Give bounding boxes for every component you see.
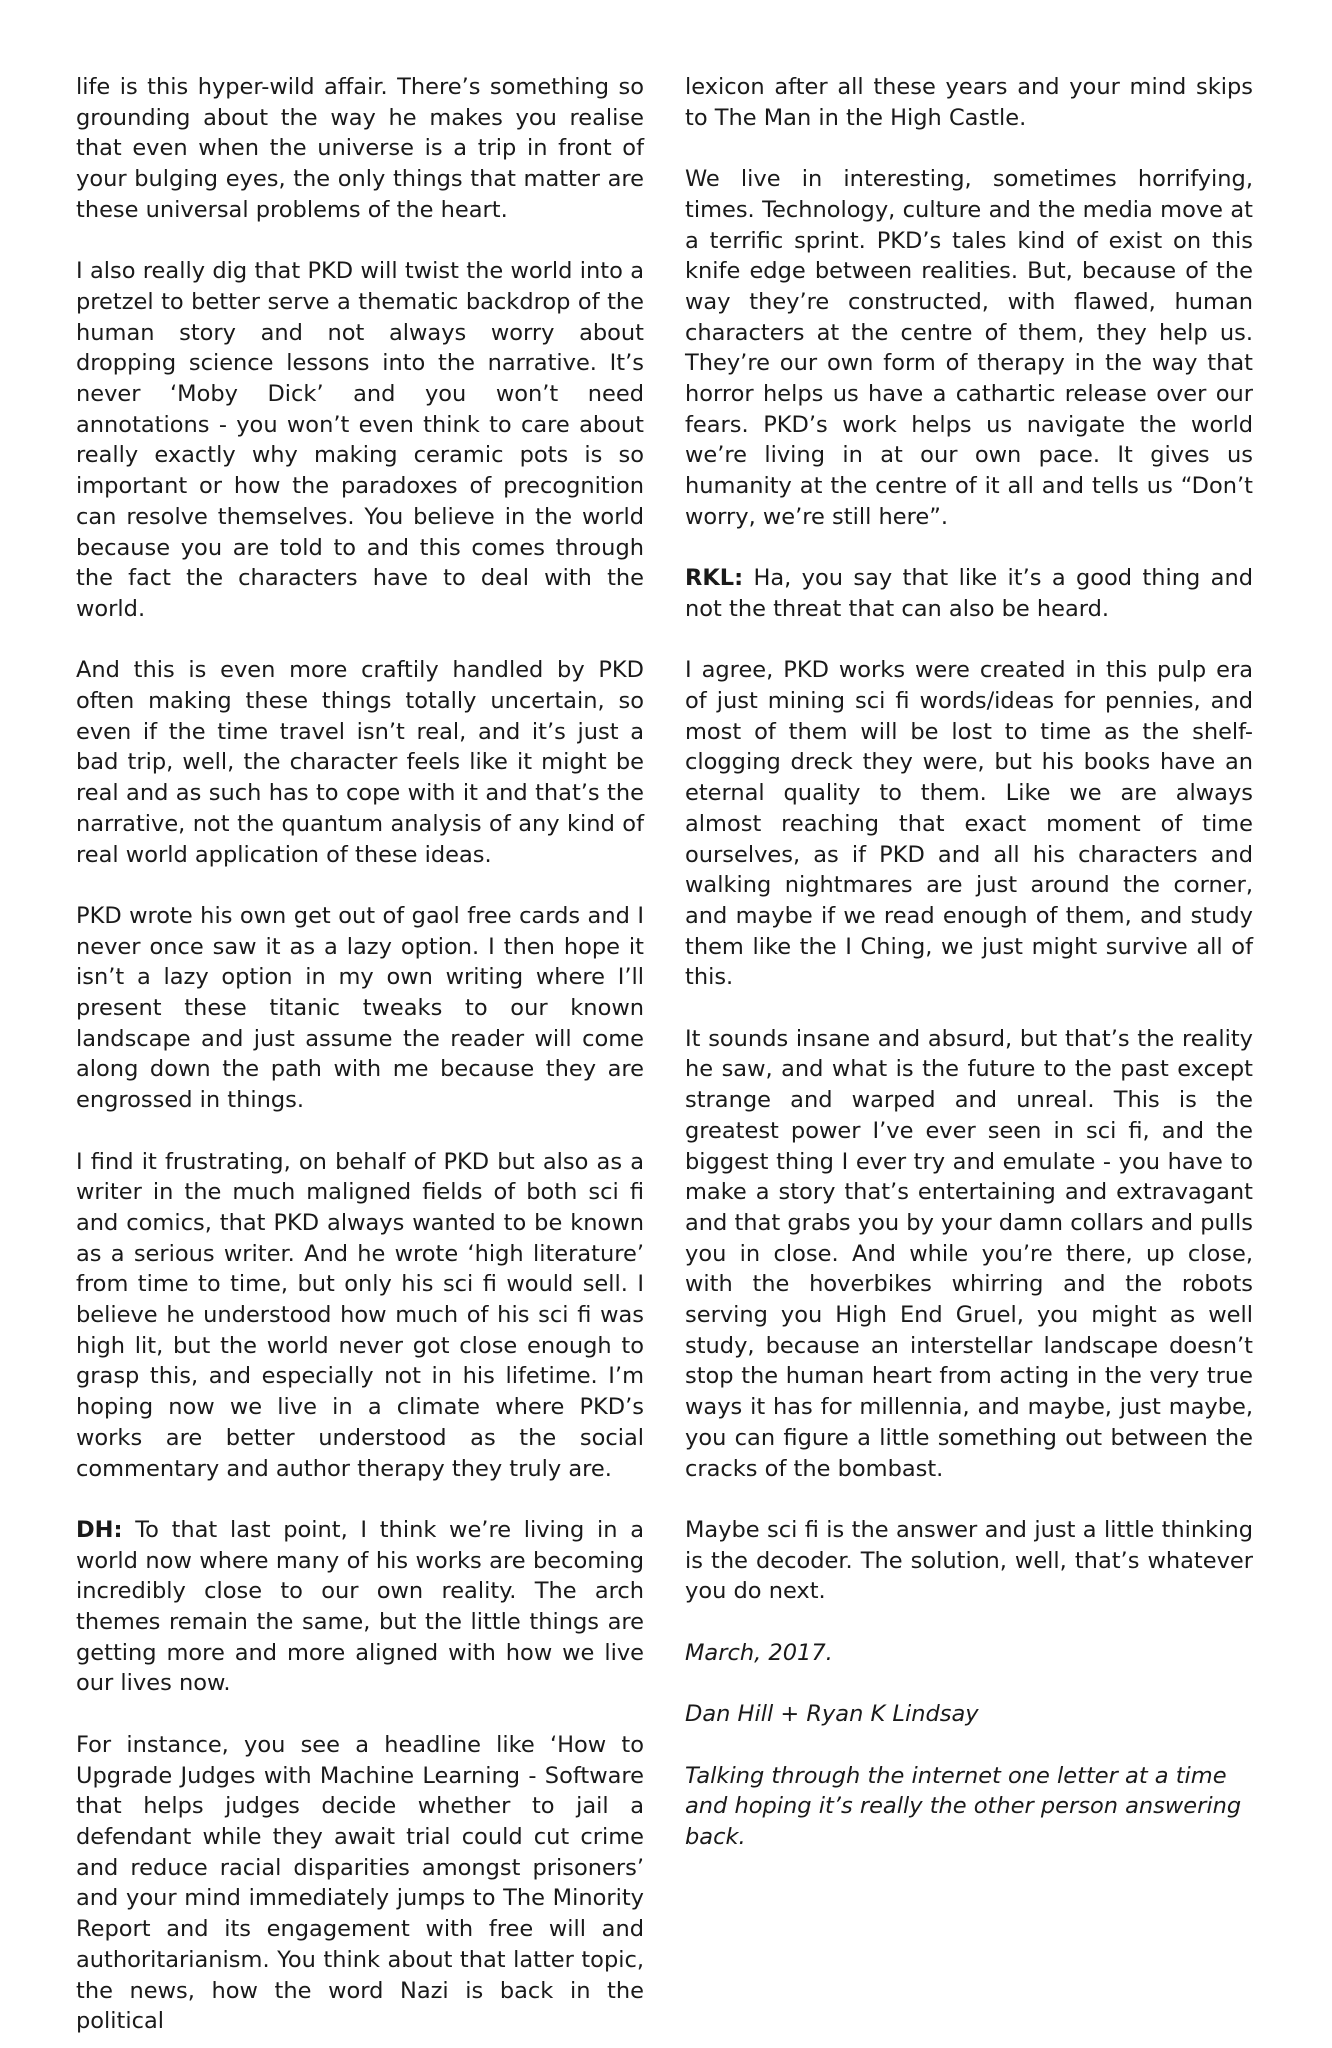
paragraph: I also really dig that PKD will twist the world into a pretzel to better serve a thematic backdrop of the human story and not always worry about dropping science lessons into the narrative. It’s never ‘Moby Dick’ and you won’t need annotations - you won’t even think to care about really exactly why making ceramic pots is so important or how the paradoxes of precognition can resolve themselves. You believe in the world because you are told to and this comes through the fact the characters have to deal with the world.: [76, 258, 644, 622]
paragraph: It sounds insane and absurd, but that’s the reality he saw, and what is the future to the past except strange and warped and unreal. This is the greatest power I’ve ever seen in sci fi, and the biggest thing I ever try and emulate - you have to make a story that’s entertaining and extravagant and that grabs you by your damn collars and pulls you in close. And while you’re there, up close, with the hoverbikes whirring and the robots serving you High End Gruel, you might as well study, because an interstellar landscape doesn’t stop the human heart from acting in the very true ways it has for millennia, and maybe, just maybe, you can figure a little something out between the cracks of the bombast.: [685, 1025, 1253, 1482]
author-line: Dan Hill + Ryan K Lindsay: [685, 1701, 979, 1728]
paragraph: PKD wrote his own get out of gaol free cards and I never once saw it as a lazy option. I then hope it isn’t a lazy option in my own writing where I’ll present these titanic tweaks to our known landscape and just assume the reader will come along down the path with me because they are engrossed in things.: [76, 902, 644, 1114]
paragraph-text: To that last point, I think we’re living in a world now where many of his works are becoming incredibly close to our own reality. The arch themes remain the same, but the little things are getting more and more aligned with how we live our lives now.: [76, 1516, 644, 1697]
tagline: Talking through the internet one letter at a time and hoping it’s really the other person answering back.: [685, 1762, 1242, 1850]
speaker-label-rkl: RKL:: [685, 565, 744, 592]
paragraph-dh: [76, 1515, 644, 1699]
paragraph: life is this hyper-wild affair. There’s something so grounding about the way he makes you realise that even when the universe is a trip in front of your bulging eyes, the only things that matter are these universal problems of the heart.: [76, 74, 644, 223]
paragraph: lexicon after all these years and your mind skips to The Man in the High Castle.: [685, 74, 1253, 131]
paragraph-text: Ha, you say that like it’s a good thing and not the threat that can also be heard.: [685, 565, 1253, 622]
date-line: March, 2017.: [685, 1639, 833, 1666]
paragraph: For instance, you see a headline like ‘How to Upgrade Judges with Machine Learning - Software that helps judges decide whether to jail a defendant while they await trial could cut crime and reduce racial disparities amongst prisoners’ and your mind immediately jumps to The Minority Report and its engagement with free will and authoritarianism. You think about that latter topic, the news, how the word Nazi is back in the political: [76, 1731, 644, 2035]
paragraph: And this is even more craftily handled by PKD often making these things totally uncertain, so even if the time travel isn’t real, and it’s just a bad trip, well, the character feels like it might be real and as such has to cope with it and that’s the narrative, not the quantum analysis of any kind of real world application of these ideas.: [76, 657, 644, 868]
paragraph-rkl: [685, 563, 1253, 624]
right-column: [685, 72, 1253, 1853]
paragraph: Maybe sci fi is the answer and just a little thinking is the decoder. The solution, well, that’s whatever you do next.: [685, 1516, 1253, 1605]
left-column: [76, 72, 644, 2037]
paragraph: I agree, PKD works were created in this pulp era of just mining sci fi words/ideas for pennies, and most of them will be lost to time as the shelf-clogging dreck they were, but his books have an eternal quality to them. Like we are always almost reaching that exact moment of time ourselves, as if PKD and all his characters and walking nightmares are just around the corner, and maybe if we read enough of them, and study them like the I Ching, we just might survive all of this.: [685, 657, 1253, 991]
paragraph: I find it frustrating, on behalf of PKD but also as a writer in the much maligned fields of both sci fi and comics, that PKD always wanted to be known as a serious writer. And he wrote ‘high literature’ from time to time, but only his sci fi would sell. I believe he understood how much of his sci fi was high lit, but the world never got close enough to grasp this, and especially not in his lifetime. I’m hoping now we live in a climate where PKD’s works are better understood as the social commentary and author therapy they truly are.: [76, 1148, 644, 1482]
paragraph: We live in interesting, sometimes horrifying, times. Technology, culture and the media move at a terrific sprint. PKD’s tales kind of exist on this knife edge between realities. But, because of the way they’re constructed, with flawed, human characters at the centre of them, they help us. They’re our own form of therapy in the way that horror helps us have a cathartic release over our fears. PKD’s work helps us navigate the world we’re living in at our own pace. It gives us humanity at the centre of it all and tells us “Don’t worry, we’re still here”.: [685, 166, 1253, 530]
speaker-label-dh: DH:: [76, 1516, 123, 1543]
